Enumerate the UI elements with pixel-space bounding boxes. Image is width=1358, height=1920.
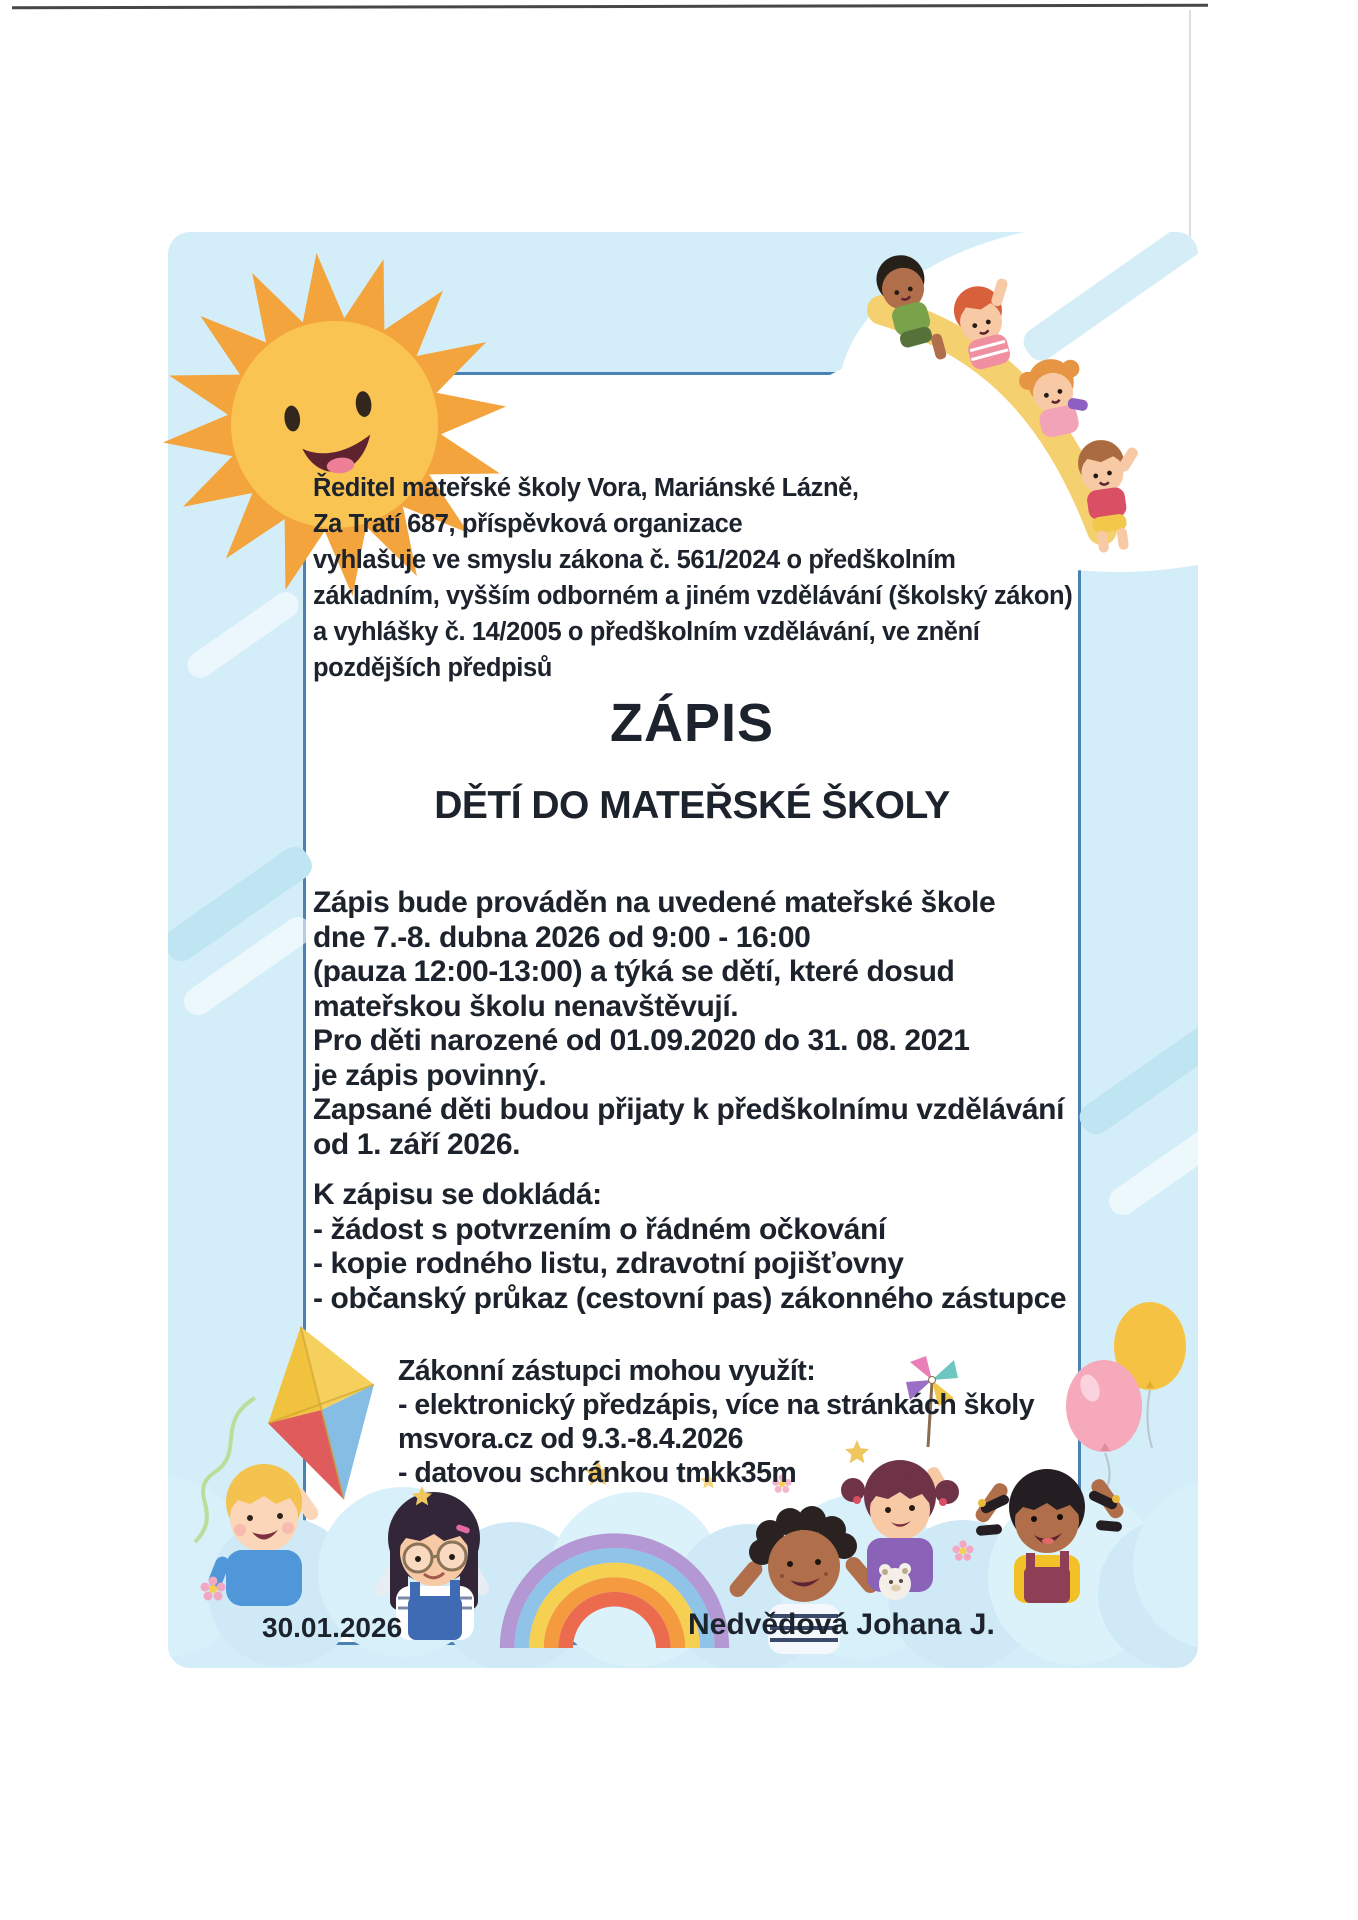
diagonal-streak (1104, 1112, 1198, 1221)
issuer-line: a vyhlášky č. 14/2005 o předškolním vzdělávání, ve znění (313, 618, 980, 646)
body-line: je zápis povinný. (313, 1058, 547, 1092)
issuer-statement (313, 470, 1072, 686)
guardian-options-section (398, 1354, 1034, 1490)
flower-icon (200, 1576, 226, 1602)
guardian-option-line: - datovou schránkou tmkk35m (398, 1457, 797, 1489)
guardian-options-heading: Zákonní zástupci mohou využít: (398, 1355, 816, 1387)
body-line: mateřskou školu nenavštěvují. (313, 989, 739, 1023)
issuer-line: Ředitel mateřské školy Vora, Mariánské Lázně, (313, 474, 859, 502)
signature-name: Nedvědová Johana J. (688, 1608, 995, 1641)
required-documents-heading: K zápisu se dokládá: (313, 1178, 602, 1211)
guardian-option-line: msvora.cz od 9.3.-8.4.2026 (398, 1423, 744, 1455)
body-line: Pro děti narozené od 01.09.2020 do 31. 08. 2021 (313, 1024, 970, 1057)
issue-date: 30.01.2026 (262, 1612, 403, 1643)
guardian-option-line: - elektronický předzápis, více na stránkách školy (398, 1389, 1035, 1421)
issuer-line: Za Tratí 687, příspěvková organizace (313, 510, 743, 538)
issuer-line: vyhlašuje ve smyslu zákona č. 561/2024 o předškolním (313, 546, 956, 574)
issuer-line: pozdějších předpisů (313, 654, 552, 682)
diagonal-streak (1074, 1016, 1198, 1140)
required-documents-section (313, 1178, 1066, 1316)
body-line: od 1. září 2026. (313, 1127, 521, 1161)
enrollment-details (313, 886, 1064, 1162)
scan-artifact-line (12, 4, 1208, 10)
issuer-line: základním, vyšším odborném a jiném vzdělávání (školský zákon) (313, 582, 1073, 610)
flower-icon (952, 1540, 974, 1562)
body-line: dne 7.-8. dubna 2026 od 9:00 - 16:00 (313, 920, 811, 954)
poster-title: ZÁPIS (609, 693, 775, 753)
body-line: (pauza 12:00-13:00) a týká se dětí, které dosud (313, 955, 955, 988)
required-document-item: - kopie rodného listu, zdravotní pojišťovny (313, 1247, 904, 1280)
required-document-item: - občanský průkaz (cestovní pas) zákonného zástupce (313, 1281, 1067, 1315)
poster-subtitle: DĚTÍ DO MATEŘSKÉ ŠKOLY (434, 784, 950, 827)
required-document-item: - žádost s potvrzením o řádném očkování (313, 1212, 886, 1246)
body-line: Zápis bude prováděn na uvedené mateřské škole (313, 886, 996, 919)
body-line: Zapsané děti budou přijaty k předškolnímu vzdělávání (313, 1093, 1065, 1126)
